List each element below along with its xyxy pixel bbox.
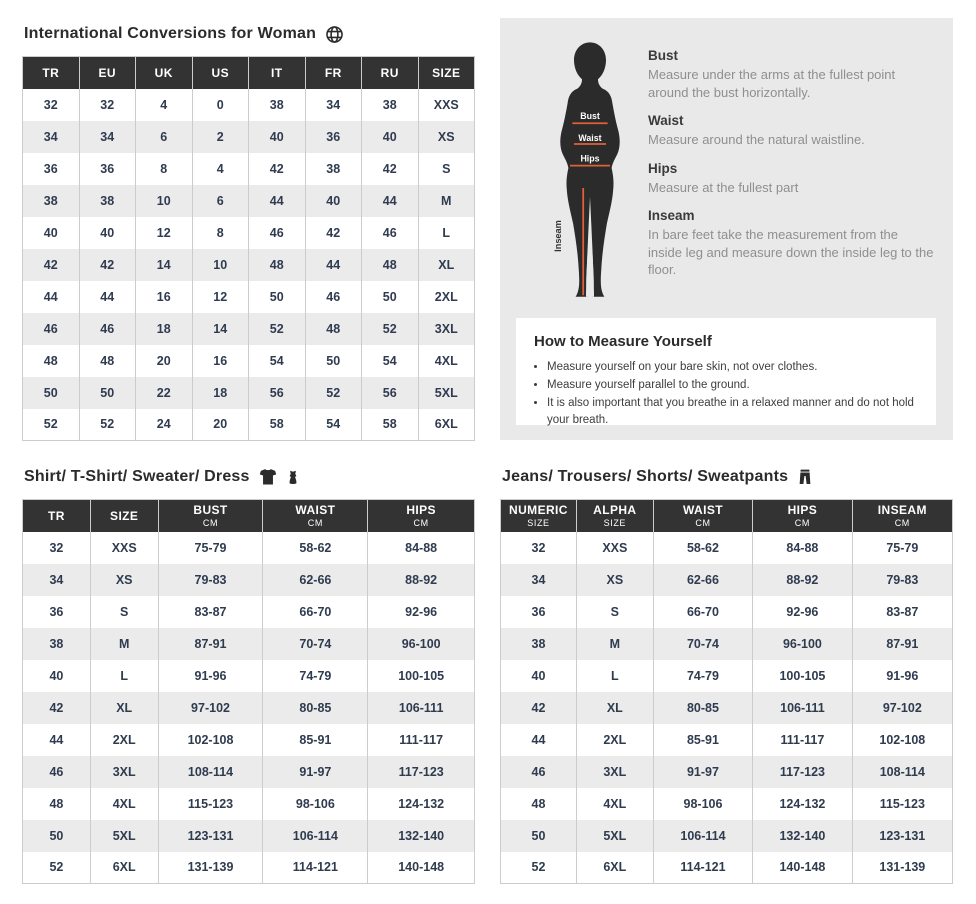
column-header: EU <box>79 57 136 89</box>
column-header: BUST CM <box>158 500 263 532</box>
table-row <box>23 89 475 121</box>
table-cell: XS <box>418 121 475 153</box>
figure-bust-label: Bust <box>580 111 600 122</box>
table-cell: 46 <box>501 756 577 788</box>
table-cell: 34 <box>501 564 577 596</box>
table-cell: 34 <box>23 564 91 596</box>
table-cell: 38 <box>249 89 306 121</box>
table-cell: 111-117 <box>753 724 852 756</box>
table-cell: 75-79 <box>158 532 263 564</box>
table-cell: 32 <box>23 532 91 564</box>
table-cell: 6 <box>136 121 193 153</box>
table-cell: 117-123 <box>368 756 475 788</box>
column-header: UK <box>136 57 193 89</box>
table-row <box>501 660 953 692</box>
table-cell: 44 <box>362 185 419 217</box>
international-section-title <box>24 24 475 44</box>
table-cell: 98-106 <box>263 788 368 820</box>
table-row <box>23 217 475 249</box>
table-cell: 87-91 <box>158 628 263 660</box>
table-cell: 8 <box>192 217 249 249</box>
column-header: HIPS CM <box>753 500 852 532</box>
how-to-measure-bullet: • Measure yourself parallel to the ground. <box>547 377 918 395</box>
table-cell: 96-100 <box>753 628 852 660</box>
section-title-text: Shirt/ T-Shirt/ Sweater/ Dress <box>24 468 250 485</box>
table-cell: 124-132 <box>753 788 852 820</box>
table-cell: 123-131 <box>852 820 952 852</box>
trousers-icon <box>797 467 813 487</box>
table-cell: 54 <box>305 409 362 441</box>
figure-waist-label: Waist <box>578 132 602 143</box>
table-cell: 46 <box>305 281 362 313</box>
table-cell: 114-121 <box>263 852 368 884</box>
table-cell: 42 <box>305 217 362 249</box>
international-conversions-table <box>22 56 475 441</box>
woman-silhouette-icon <box>534 40 646 304</box>
table-cell: 140-148 <box>753 852 852 884</box>
measurement-description: Measure at the fullest part <box>648 179 799 195</box>
table-cell: L <box>576 660 653 692</box>
table-cell: 42 <box>249 153 306 185</box>
table-cell: XL <box>90 692 158 724</box>
table-cell: 52 <box>501 852 577 884</box>
table-cell: 74-79 <box>263 660 368 692</box>
table-cell: 91-97 <box>263 756 368 788</box>
table-cell: 3XL <box>90 756 158 788</box>
table-cell: 22 <box>136 377 193 409</box>
table-cell: 16 <box>192 345 249 377</box>
table-cell: 124-132 <box>368 788 475 820</box>
table-cell: 84-88 <box>753 532 852 564</box>
table-cell: 10 <box>136 185 193 217</box>
table-cell: XXS <box>418 89 475 121</box>
table-cell: 54 <box>362 345 419 377</box>
table-cell: 66-70 <box>263 596 368 628</box>
header-row <box>23 500 475 532</box>
table-cell: 12 <box>192 281 249 313</box>
table-row <box>23 153 475 185</box>
table-cell: 34 <box>23 121 80 153</box>
table-row <box>23 692 475 724</box>
table-cell: 40 <box>501 660 577 692</box>
table-cell: 117-123 <box>753 756 852 788</box>
table-cell: 44 <box>23 724 91 756</box>
table-row <box>501 596 953 628</box>
table-row <box>23 377 475 409</box>
table-row <box>501 852 953 884</box>
table-cell: 80-85 <box>263 692 368 724</box>
table-cell: S <box>576 596 653 628</box>
how-to-measure-title: How to Measure Yourself <box>534 333 712 350</box>
table-cell: 44 <box>249 185 306 217</box>
table-cell: 102-108 <box>852 724 952 756</box>
table-cell: 40 <box>305 185 362 217</box>
table-cell: 100-105 <box>753 660 852 692</box>
column-header: NUMERIC SIZE <box>501 500 577 532</box>
table-row <box>23 756 475 788</box>
table-cell: 66-70 <box>653 596 752 628</box>
bottoms-section-title <box>502 467 953 487</box>
table-cell: 18 <box>136 313 193 345</box>
tops-size-table <box>22 499 475 884</box>
table-cell: 70-74 <box>653 628 752 660</box>
table-cell: 32 <box>79 89 136 121</box>
table-cell: 56 <box>362 377 419 409</box>
table-row <box>23 852 475 884</box>
table-cell: 5XL <box>418 377 475 409</box>
table-cell: 4XL <box>576 788 653 820</box>
table-cell: 20 <box>192 409 249 441</box>
table-cell: 131-139 <box>852 852 952 884</box>
table-cell: 48 <box>249 249 306 281</box>
header-row <box>501 500 953 532</box>
table-row <box>23 121 475 153</box>
table-cell: 50 <box>362 281 419 313</box>
table-cell: 36 <box>23 153 80 185</box>
table-row <box>23 409 475 441</box>
table-cell: XXS <box>576 532 653 564</box>
table-cell: 12 <box>136 217 193 249</box>
table-cell: 40 <box>23 660 91 692</box>
table-cell: 50 <box>249 281 306 313</box>
table-row <box>501 532 953 564</box>
table-cell: 2XL <box>418 281 475 313</box>
table-cell: 48 <box>23 345 80 377</box>
column-header: HIPS CM <box>368 500 475 532</box>
table-row <box>23 249 475 281</box>
measurement-definitions <box>646 18 953 309</box>
table-cell: 18 <box>192 377 249 409</box>
table-cell: 87-91 <box>852 628 952 660</box>
table-row <box>23 596 475 628</box>
table-cell: 91-97 <box>653 756 752 788</box>
international-conversions-section <box>22 24 475 441</box>
table-cell: 40 <box>23 217 80 249</box>
table-cell: 84-88 <box>368 532 475 564</box>
table-cell: 111-117 <box>368 724 475 756</box>
table-cell: 52 <box>23 409 80 441</box>
figure-inseam-label: Inseam <box>553 220 564 252</box>
table-cell: 2XL <box>90 724 158 756</box>
column-header: WAIST CM <box>653 500 752 532</box>
how-to-measure-list <box>534 359 918 430</box>
table-cell: 131-139 <box>158 852 263 884</box>
table-cell: 52 <box>249 313 306 345</box>
table-cell: 97-102 <box>158 692 263 724</box>
table-cell: XS <box>576 564 653 596</box>
table-cell: 38 <box>23 185 80 217</box>
table-cell: 58 <box>249 409 306 441</box>
table-cell: 5XL <box>576 820 653 852</box>
table-row <box>23 281 475 313</box>
column-header: US <box>192 57 249 89</box>
table-cell: 38 <box>305 153 362 185</box>
table-row <box>23 724 475 756</box>
table-row <box>23 345 475 377</box>
bottom-section <box>22 467 953 884</box>
table-cell: 42 <box>79 249 136 281</box>
table-row <box>501 564 953 596</box>
column-header: INSEAM CM <box>852 500 952 532</box>
table-cell: 106-111 <box>368 692 475 724</box>
table-cell: 52 <box>79 409 136 441</box>
table-row <box>23 628 475 660</box>
column-header: WAIST CM <box>263 500 368 532</box>
table-cell: 44 <box>305 249 362 281</box>
table-cell: 48 <box>362 249 419 281</box>
dress-icon <box>286 468 300 487</box>
table-cell: M <box>418 185 475 217</box>
table-cell: 106-114 <box>263 820 368 852</box>
table-cell: 80-85 <box>653 692 752 724</box>
table-cell: L <box>90 660 158 692</box>
table-cell: 42 <box>501 692 577 724</box>
table-cell: 70-74 <box>263 628 368 660</box>
table-cell: 48 <box>501 788 577 820</box>
table-cell: 50 <box>501 820 577 852</box>
table-cell: 79-83 <box>852 564 952 596</box>
column-header: SIZE <box>90 500 158 532</box>
table-cell: 48 <box>79 345 136 377</box>
table-cell: 40 <box>79 217 136 249</box>
table-cell: 58-62 <box>653 532 752 564</box>
table-cell: 6XL <box>90 852 158 884</box>
table-cell: 5XL <box>90 820 158 852</box>
table-cell: 36 <box>23 596 91 628</box>
table-cell: 6XL <box>576 852 653 884</box>
table-cell: 34 <box>79 121 136 153</box>
table-row <box>501 628 953 660</box>
table-cell: 4XL <box>418 345 475 377</box>
table-cell: 88-92 <box>753 564 852 596</box>
table-cell: 4 <box>192 153 249 185</box>
table-cell: S <box>90 596 158 628</box>
column-header: RU <box>362 57 419 89</box>
table-cell: 38 <box>362 89 419 121</box>
table-cell: 92-96 <box>368 596 475 628</box>
table-cell: XL <box>576 692 653 724</box>
table-cell: 85-91 <box>653 724 752 756</box>
table-cell: 52 <box>362 313 419 345</box>
table-row <box>501 724 953 756</box>
tops-section-title <box>24 467 475 487</box>
how-to-measure-bullet: • Measure yourself on your bare skin, not over clothes. <box>547 359 918 377</box>
table-cell: 98-106 <box>653 788 752 820</box>
table-cell: 4 <box>136 89 193 121</box>
table-cell: 46 <box>362 217 419 249</box>
table-cell: XS <box>90 564 158 596</box>
table-cell: 62-66 <box>653 564 752 596</box>
how-to-measure-box <box>516 318 936 425</box>
table-cell: 100-105 <box>368 660 475 692</box>
table-cell: 44 <box>501 724 577 756</box>
table-cell: 92-96 <box>753 596 852 628</box>
table-cell: 123-131 <box>158 820 263 852</box>
measurement-description: Measure under the arms at the fullest point around the bust horizontally. <box>648 67 896 100</box>
table-cell: 83-87 <box>852 596 952 628</box>
table-cell: 44 <box>23 281 80 313</box>
globe-icon <box>325 25 344 44</box>
table-cell: 44 <box>79 281 136 313</box>
column-header: IT <box>249 57 306 89</box>
table-row <box>501 820 953 852</box>
measurement-term: Bust <box>648 48 678 63</box>
table-cell: 42 <box>23 692 91 724</box>
table-row <box>23 532 475 564</box>
table-cell: 42 <box>362 153 419 185</box>
measurement-description: In bare feet take the measurement from the inside leg and measure down the inside leg to the floor. <box>648 227 934 278</box>
table-cell: 50 <box>23 377 80 409</box>
table-cell: 40 <box>249 121 306 153</box>
table-cell: 36 <box>305 121 362 153</box>
table-cell: 106-111 <box>753 692 852 724</box>
table-cell: 4XL <box>90 788 158 820</box>
table-cell: 132-140 <box>368 820 475 852</box>
measurement-guide-panel <box>500 18 953 440</box>
table-cell: 46 <box>249 217 306 249</box>
how-to-measure-bullet: • It is also important that you breathe in a relaxed manner and do not hold your breath. <box>547 395 918 431</box>
table-cell: XL <box>418 249 475 281</box>
column-header: TR <box>23 57 80 89</box>
table-cell: 48 <box>23 788 91 820</box>
table-cell: 46 <box>23 756 91 788</box>
table-cell: 132-140 <box>753 820 852 852</box>
table-cell: 2XL <box>576 724 653 756</box>
table-cell: 42 <box>23 249 80 281</box>
measurement-term: Inseam <box>648 208 695 224</box>
bottoms-size-table <box>500 499 953 884</box>
table-cell: 88-92 <box>368 564 475 596</box>
table-row <box>23 660 475 692</box>
table-cell: 91-96 <box>852 660 952 692</box>
table-cell: 108-114 <box>852 756 952 788</box>
table-cell: 106-114 <box>653 820 752 852</box>
table-cell: 2 <box>192 121 249 153</box>
table-cell: 8 <box>136 153 193 185</box>
table-cell: 102-108 <box>158 724 263 756</box>
table-cell: 36 <box>501 596 577 628</box>
table-cell: 46 <box>79 313 136 345</box>
table-cell: 140-148 <box>368 852 475 884</box>
table-cell: 74-79 <box>653 660 752 692</box>
table-cell: 75-79 <box>852 532 952 564</box>
table-row <box>501 692 953 724</box>
table-cell: 46 <box>23 313 80 345</box>
tshirt-icon <box>259 468 277 486</box>
table-cell: L <box>418 217 475 249</box>
table-cell: 108-114 <box>158 756 263 788</box>
table-cell: 50 <box>23 820 91 852</box>
table-row <box>23 564 475 596</box>
table-cell: 58 <box>362 409 419 441</box>
measurement-description: Measure around the natural waistline. <box>648 132 865 148</box>
table-cell: 91-96 <box>158 660 263 692</box>
top-section <box>22 24 953 441</box>
column-header: FR <box>305 57 362 89</box>
table-cell: 58-62 <box>263 532 368 564</box>
table-cell: 96-100 <box>368 628 475 660</box>
table-cell: 48 <box>305 313 362 345</box>
table-cell: 50 <box>305 345 362 377</box>
table-row <box>23 820 475 852</box>
tops-size-section <box>22 467 475 884</box>
measurement-term: Waist <box>648 113 684 129</box>
column-header: TR <box>23 500 91 532</box>
table-cell: 6 <box>192 185 249 217</box>
figure-hips-label: Hips <box>580 153 600 164</box>
table-cell: 85-91 <box>263 724 368 756</box>
column-header: ALPHA SIZE <box>576 500 653 532</box>
table-row <box>23 788 475 820</box>
bottoms-size-section <box>500 467 953 884</box>
table-cell: 38 <box>501 628 577 660</box>
table-cell: 38 <box>79 185 136 217</box>
table-cell: M <box>90 628 158 660</box>
table-cell: 52 <box>305 377 362 409</box>
body-silhouette-figure <box>500 18 646 309</box>
header-row <box>23 57 475 89</box>
section-title-text: International Conversions for Woman <box>24 25 317 42</box>
table-cell: M <box>576 628 653 660</box>
table-cell: 52 <box>23 852 91 884</box>
table-cell: 114-121 <box>653 852 752 884</box>
table-cell: 97-102 <box>852 692 952 724</box>
table-cell: 32 <box>501 532 577 564</box>
table-cell: XXS <box>90 532 158 564</box>
measurement-term: Hips <box>648 160 678 176</box>
table-cell: 34 <box>305 89 362 121</box>
table-cell: 38 <box>23 628 91 660</box>
table-cell: 10 <box>192 249 249 281</box>
table-cell: 16 <box>136 281 193 313</box>
table-cell: 3XL <box>576 756 653 788</box>
table-cell: 115-123 <box>852 788 952 820</box>
table-row <box>23 313 475 345</box>
table-cell: 0 <box>192 89 249 121</box>
table-cell: 14 <box>136 249 193 281</box>
table-cell: 36 <box>79 153 136 185</box>
table-cell: 24 <box>136 409 193 441</box>
table-cell: 3XL <box>418 313 475 345</box>
table-cell: 32 <box>23 89 80 121</box>
measurement-guide-top <box>500 18 953 309</box>
table-row <box>501 788 953 820</box>
table-cell: 54 <box>249 345 306 377</box>
table-cell: 14 <box>192 313 249 345</box>
table-cell: 62-66 <box>263 564 368 596</box>
table-cell: S <box>418 153 475 185</box>
table-cell: 20 <box>136 345 193 377</box>
table-cell: 115-123 <box>158 788 263 820</box>
section-title-text: Jeans/ Trousers/ Shorts/ Sweatpants <box>502 468 789 485</box>
table-cell: 79-83 <box>158 564 263 596</box>
table-row <box>23 185 475 217</box>
table-cell: 56 <box>249 377 306 409</box>
column-header: SIZE <box>418 57 475 89</box>
table-cell: 50 <box>79 377 136 409</box>
table-row <box>501 756 953 788</box>
table-cell: 83-87 <box>158 596 263 628</box>
table-cell: 40 <box>362 121 419 153</box>
table-cell: 6XL <box>418 409 475 441</box>
